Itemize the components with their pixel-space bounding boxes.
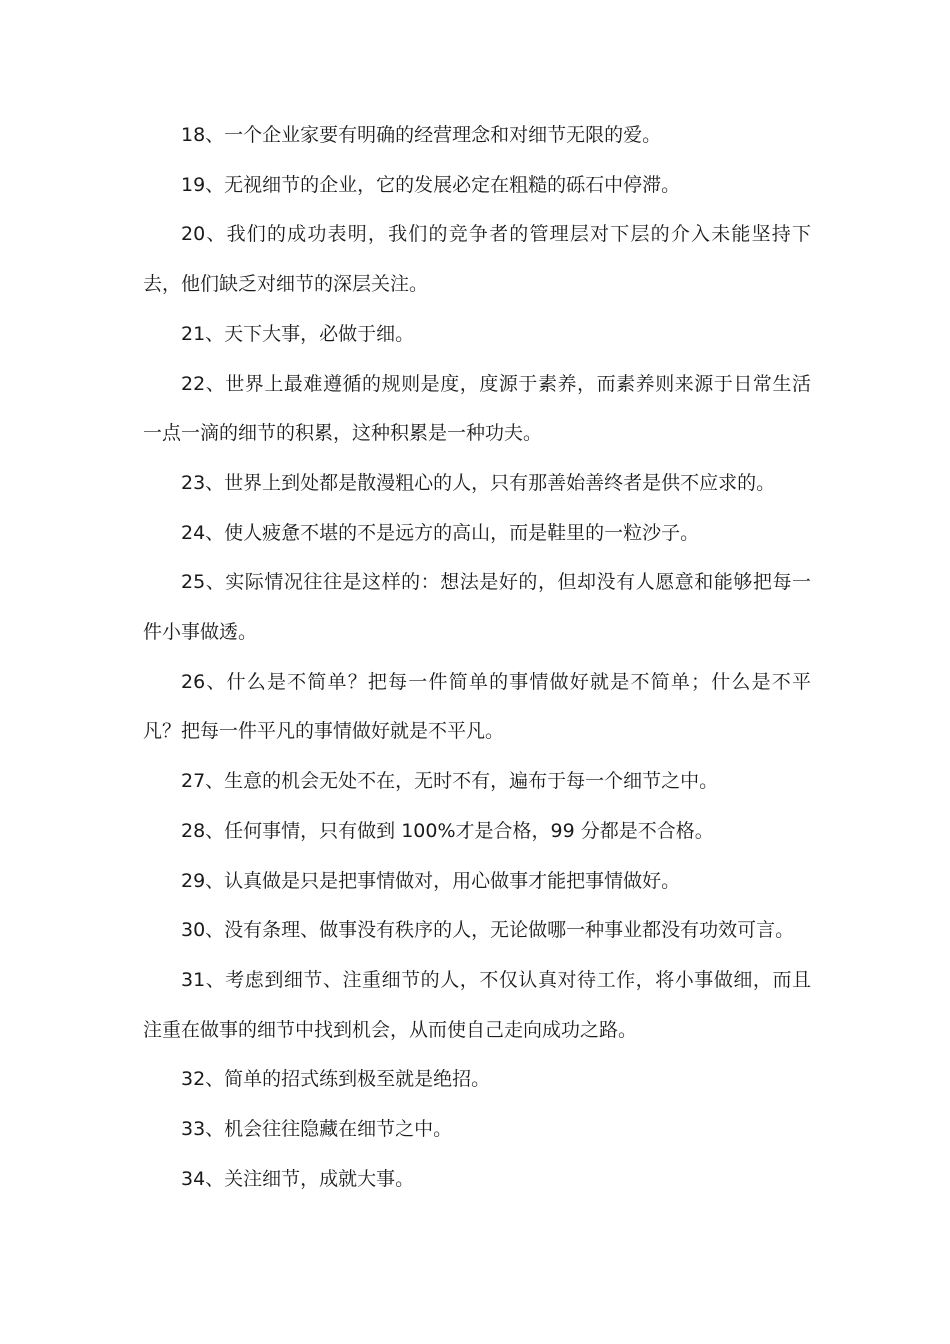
paragraph-21: 21、天下大事，必做于细。: [181, 322, 415, 345]
paragraph-30: 30、没有条理、做事没有秩序的人，无论做哪一种事业都没有功效可言。: [181, 919, 795, 942]
paragraph-33: 33、机会往往隐藏在细节之中。: [181, 1118, 453, 1141]
paragraph-24: 24、使人疲惫不堪的不是远方的高山，而是鞋里的一粒沙子。: [181, 521, 700, 544]
paragraph-20: 20、我们的成功表明，我们的竞争者的管理层对下层的介入未能坚持下去，他们缺乏对细节的深层关注。: [143, 223, 811, 296]
paragraph-34: 34、关注细节，成就大事。: [181, 1167, 415, 1190]
paragraph-25: 25、实际情况往往是这样的：想法是好的，但却没有人愿意和能够把每一件小事做透。: [143, 571, 811, 644]
paragraph-26: 26、什么是不简单？把每一件简单的事情做好就是不简单；什么是不平凡？把每一件平凡的事情做好就是不平凡。: [143, 670, 811, 743]
paragraph-28: 28、任何事情，只有做到 100%才是合格，99 分都是不合格。: [181, 819, 714, 842]
paragraph-31: 31、考虑到细节、注重细节的人，不仅认真对待工作，将小事做细，而且注重在做事的细节中找到机会，从而使自己走向成功之路。: [143, 968, 811, 1041]
document-body: [143, 111, 811, 1204]
paragraph-32: 32、简单的招式练到极至就是绝招。: [181, 1068, 491, 1091]
paragraph-29: 29、认真做是只是把事情做对，用心做事才能把事情做好。: [181, 869, 681, 892]
paragraph-19: 19、无视细节的企业，它的发展必定在粗糙的砾石中停滞。: [181, 173, 681, 196]
paragraph-18: 18、一个企业家要有明确的经营理念和对细节无限的爱。: [181, 124, 662, 146]
paragraph-27: 27、生意的机会无处不在，无时不有，遍布于每一个细节之中。: [181, 770, 719, 793]
paragraph-22: 22、世界上最难遵循的规则是度，度源于素养，而素养则来源于日常生活一点一滴的细节的积累，这种积累是一种功夫。: [143, 372, 811, 445]
paragraph-23: 23、世界上到处都是散漫粗心的人，只有那善始善终者是供不应求的。: [181, 471, 776, 494]
